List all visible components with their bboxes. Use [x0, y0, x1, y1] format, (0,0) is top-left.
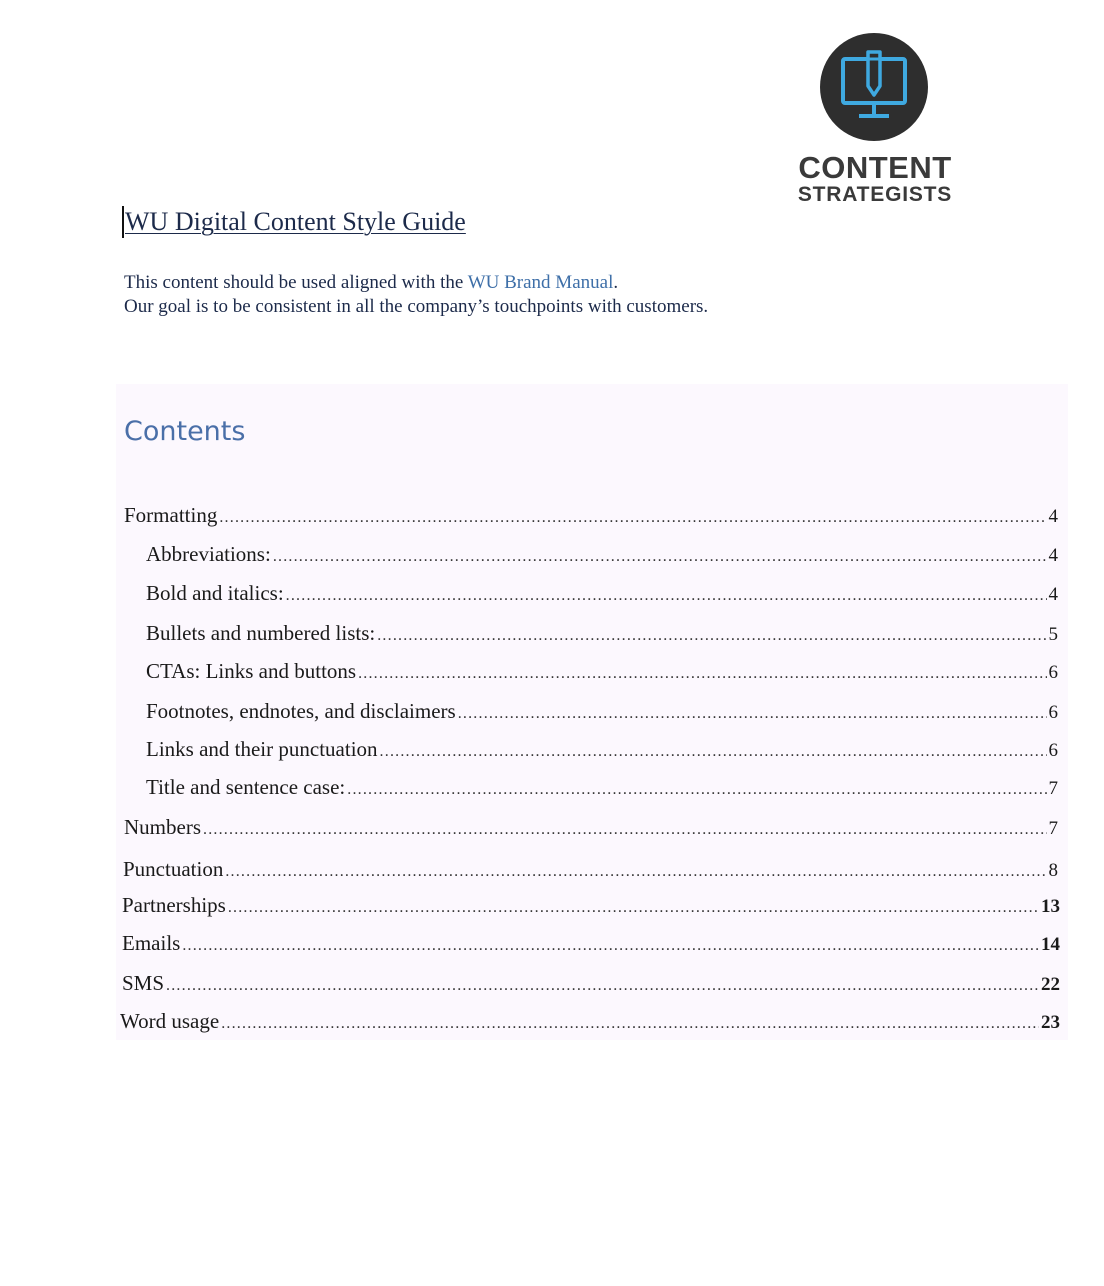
toc-entry-sms[interactable]: [122, 970, 1060, 999]
toc-entry-label: Numbers: [124, 815, 201, 839]
intro-line-1: [124, 271, 708, 295]
toc-entry-page: 23: [1041, 1012, 1060, 1033]
toc-entry-label: Footnotes, endnotes, and disclaimers: [146, 699, 456, 723]
intro-paragraph: [124, 271, 708, 319]
intro-line-1-suffix: .: [613, 272, 619, 293]
toc-leader-dots: [380, 739, 1047, 765]
toc-entry-page: 6: [1048, 702, 1058, 723]
logo-line-2: STRATEGISTS: [797, 183, 953, 206]
toc-entry-formatting[interactable]: [124, 502, 1058, 531]
toc-entry-label: Punctuation: [123, 857, 224, 881]
brand-manual-link[interactable]: WU Brand Manual: [467, 272, 614, 293]
toc-entry-page: 6: [1048, 740, 1058, 761]
toc-entry-page: 4: [1048, 506, 1058, 527]
toc-entry-page: 7: [1048, 818, 1058, 839]
contents-heading: Contents: [124, 416, 246, 447]
toc-entry-label: Links and their punctuation: [146, 737, 378, 761]
toc-leader-dots: [458, 701, 1047, 727]
toc-leader-dots: [182, 933, 1039, 959]
document-title: WU Digital Content Style Guide: [122, 206, 466, 238]
toc-entry-label: Partnerships: [122, 893, 226, 917]
toc-entry-footnotes[interactable]: [146, 698, 1058, 727]
toc-entry-label: Formatting: [124, 503, 218, 527]
toc-entry-numbers[interactable]: [124, 814, 1058, 843]
toc-entry-page: 5: [1048, 624, 1058, 645]
toc-entry-label: Title and sentence case:: [146, 775, 346, 799]
toc-entry-label: Bullets and numbered lists:: [146, 621, 376, 645]
toc-entry-punctuation[interactable]: [123, 856, 1058, 885]
toc-leader-dots: [286, 583, 1047, 609]
company-logo: [780, 30, 970, 215]
toc-entry-page: 6: [1048, 662, 1058, 683]
toc-entry-partnerships[interactable]: [122, 892, 1060, 921]
toc-entry-label: Word usage: [120, 1009, 220, 1033]
toc-leader-dots: [347, 777, 1046, 803]
toc-entry-page: 13: [1041, 896, 1060, 917]
toc-entry-bold-and-italics[interactable]: [146, 580, 1058, 609]
toc-leader-dots: [203, 817, 1047, 843]
toc-entry-page: 4: [1048, 545, 1058, 566]
toc-entry-ctas[interactable]: [146, 658, 1058, 687]
toc-leader-dots: [377, 623, 1046, 649]
toc-entry-abbreviations[interactable]: [146, 541, 1058, 570]
intro-line-2: Our goal is to be consistent in all the company’s touchpoints with customers.: [124, 296, 709, 317]
toc-entry-page: 4: [1048, 584, 1058, 605]
toc-entry-label: SMS: [122, 971, 165, 995]
toc-leader-dots: [358, 661, 1046, 687]
toc-entry-page: 8: [1048, 860, 1058, 881]
toc-entry-page: 22: [1041, 974, 1060, 995]
toc-leader-dots: [225, 859, 1046, 885]
intro-line-1-prefix: This content should be used aligned with the: [124, 272, 468, 293]
toc-entry-emails[interactable]: [122, 930, 1060, 959]
toc-leader-dots: [221, 1011, 1039, 1037]
toc-entry-label: Bold and italics:: [146, 581, 284, 605]
toc-entry-label: Emails: [122, 931, 181, 955]
toc-entry-label: Abbreviations:: [146, 542, 271, 566]
logo-line-1: CONTENT: [798, 150, 952, 185]
toc-entry-bullets-and-numbered-lists[interactable]: [146, 620, 1058, 649]
toc-entry-title-sentence-case[interactable]: [146, 774, 1058, 803]
toc-leader-dots: [219, 505, 1046, 531]
toc-entry-page: 14: [1041, 934, 1060, 955]
toc-leader-dots: [273, 544, 1047, 570]
toc-entry-word-usage[interactable]: [120, 1008, 1060, 1037]
toc-leader-dots: [166, 973, 1039, 999]
monitor-pencil-icon: [819, 32, 929, 142]
toc-leader-dots: [228, 895, 1039, 921]
toc-entry-page: 7: [1048, 778, 1058, 799]
toc-entry-label: CTAs: Links and buttons: [146, 659, 357, 683]
toc-entry-links-punctuation[interactable]: [146, 736, 1058, 765]
logo-wordmark: [780, 152, 970, 205]
